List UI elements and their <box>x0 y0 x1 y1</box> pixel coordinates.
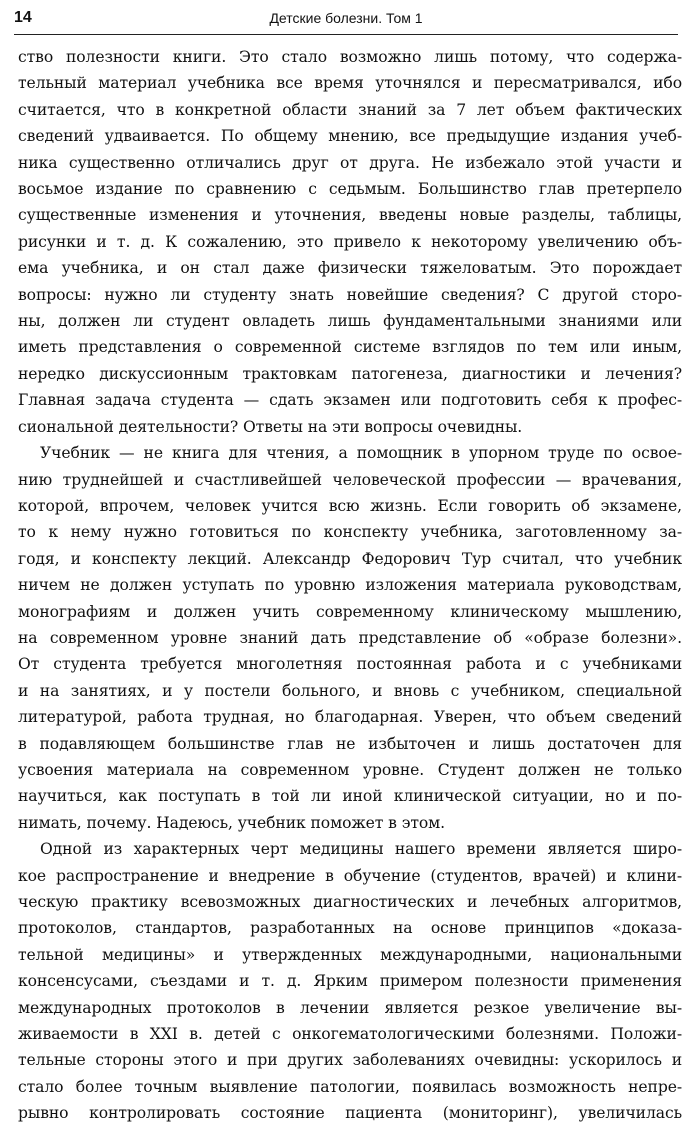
running-title: Детские болезни. Том 1 <box>269 10 423 26</box>
text-line: и на занятиях, и у постели больного, и вновь с учебником, специальной <box>18 681 682 700</box>
text-line: ны, должен ли студент овладеть лишь фундаментальными знаниями или <box>18 312 682 331</box>
text-line: вопросы: нужно ли студенту знать новейшие сведения? С другой сторо- <box>18 285 682 304</box>
paragraph <box>18 836 682 1126</box>
text-line: живаемости в XXI в. детей с онкогематологическими болезнями. Положи- <box>18 1025 682 1044</box>
text-line: Одной из характерных черт медицины нашего времени является широ- <box>40 840 682 859</box>
text-line: Учебник — не книга для чтения, а помощник в упорном труде по освое- <box>40 444 682 463</box>
text-line: научиться, как поступать в той ли иной клинической ситуации, но и по- <box>18 787 682 806</box>
text-line: монографиям и должен учить современному клиническому мышлению, <box>18 602 682 621</box>
text-line: Главная задача студента — сдать экзамен или подготовить себя к профес- <box>18 391 682 410</box>
text-line: существенные изменения и уточнения, введены новые разделы, таблицы, <box>18 206 682 225</box>
page-header <box>14 8 678 35</box>
text-line: иметь представления о современной системе взглядов по тем или иным, <box>18 338 682 357</box>
text-line: сиональной деятельности? Ответы на эти вопросы очевидны. <box>18 417 523 436</box>
text-line: тельные стороны этого и при других заболеваниях очевидны: ускорилось и <box>18 1051 682 1070</box>
text-line: рисунки и т. д. К сожалению, это привело к некоторому увеличению объ- <box>18 232 682 251</box>
text-line: ство полезности книги. Это стало возможно лишь потому, что содержа- <box>18 48 682 66</box>
text-line: ничем не должен уступать по уровню изложения материала руководствам, <box>18 576 682 595</box>
text-line: ческую практику всевозможных диагностических и лечебных алгоритмов, <box>18 893 682 911</box>
text-line: сведений удваивается. По общему мнению, все предыдущие издания учеб- <box>18 127 682 146</box>
text-line: От студента требуется многолетняя постоянная работа и с учебниками <box>18 655 682 674</box>
text-line: восьмое издание по сравнению с седьмым. Большинство глав претерпело <box>18 180 682 199</box>
text-line: рывно контролировать состояние пациента (мониторинг), увеличилась <box>18 1104 682 1123</box>
text-line: международных протоколов в лечении является резкое увеличение вы- <box>18 998 682 1017</box>
paragraph <box>18 44 682 440</box>
text-line: ника существенно отличались друг от друга. Не избежало этой участи и <box>18 153 682 172</box>
text-line: считается, что в конкретной области знаний за 7 лет объем фактических <box>18 100 682 119</box>
text-line: тельный материал учебника все время уточнялся и пересматривался, ибо <box>18 74 682 93</box>
body-text <box>18 44 682 1127</box>
page-number: 14 <box>14 9 32 26</box>
text-line: на современном уровне знаний дать представление об «образе болезни». <box>18 628 682 647</box>
paragraph <box>18 440 682 836</box>
text-line: кое распространение и внедрение в обучение (студентов, врачей) и клини- <box>18 866 682 885</box>
text-line: литературой, работа трудная, но благодарная. Уверен, что объем сведений <box>18 708 682 727</box>
text-line: протоколов, стандартов, разработанных на основе принципов «доказа- <box>18 919 682 938</box>
text-line: которой, впрочем, человек учится всю жизнь. Если говорить об экзамене, <box>18 496 682 515</box>
text-line: тельной медицины» и утвержденных международными, национальными <box>18 945 682 964</box>
text-line: нередко дискуссионным трактовкам патогенеза, диагностики и лечения? <box>18 364 682 383</box>
text-line: нимать, почему. Надеюсь, учебник поможет в этом. <box>18 813 446 832</box>
text-line: то к нему нужно готовиться по конспекту учебника, заготовленному за- <box>18 523 682 542</box>
text-line: усвоения материала на современном уровне. Студент должен не только <box>18 760 682 779</box>
text-line: годя, и конспекту лекций. Александр Федорович Тур считал, что учебник <box>18 549 682 568</box>
text-line: нию труднейшей и счастливейшей человеческой профессии — врачевания, <box>18 470 682 489</box>
text-line: ема учебника, и он стал даже физически тяжеловатым. Это порождает <box>18 259 682 278</box>
text-line: стало более точным выявление патологии, появилась возможность непре- <box>18 1077 682 1096</box>
text-line: консенсусами, съездами и т. д. Ярким примером полезности применения <box>18 972 682 991</box>
text-line: в подавляющем большинстве глав не избыточен и лишь достаточен для <box>18 734 682 753</box>
